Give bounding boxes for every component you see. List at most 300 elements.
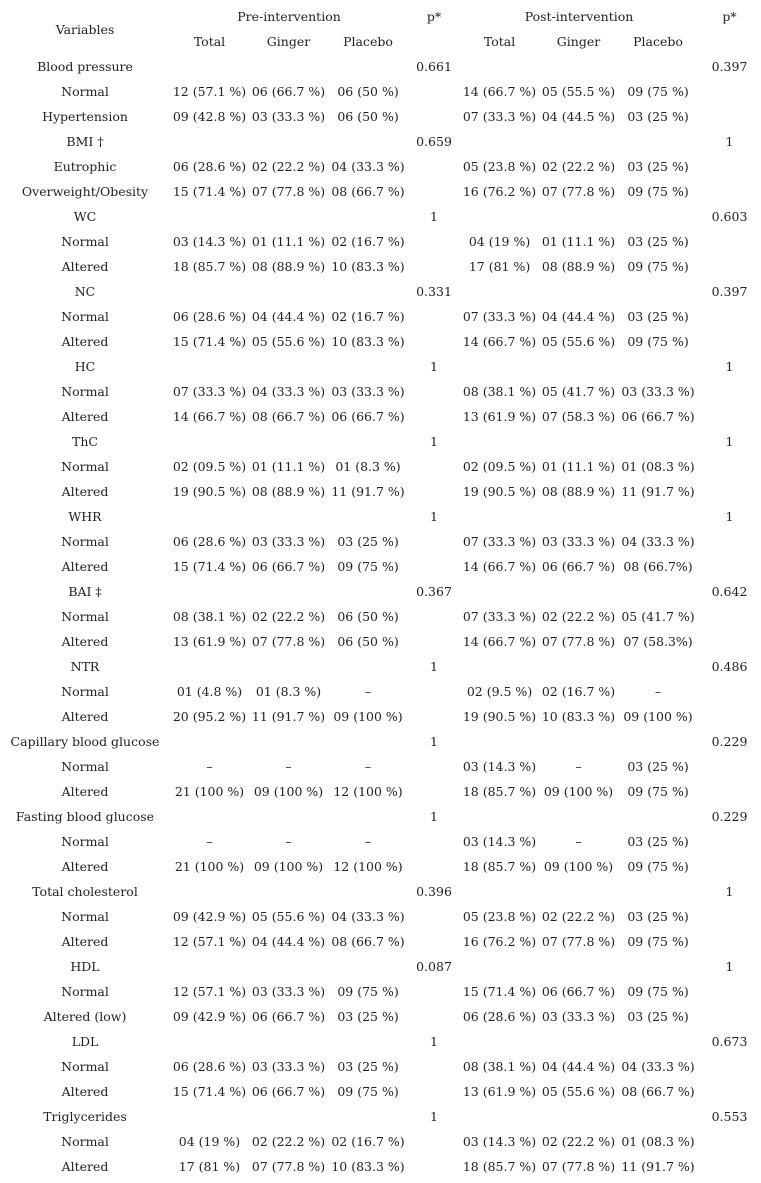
header-post-ginger: Ginger — [556, 34, 601, 49]
table-row — [0, 1004, 761, 1029]
pre-ginger-cell: 08 (88.9 %) — [251, 484, 326, 499]
post-total-cell: 18 (85.7 %) — [462, 1159, 537, 1174]
row-label: Normal — [61, 234, 109, 249]
pre-placebo-cell: 10 (83.3 %) — [331, 334, 405, 349]
post-ginger-cell: 09 (100 %) — [543, 859, 614, 874]
post-placebo-cell: 04 (33.3 %) — [621, 534, 695, 549]
table-row — [0, 479, 761, 504]
pre-ginger-cell — [249, 129, 328, 154]
pre-total-cell: 15 (71.4 %) — [172, 184, 247, 199]
pre-placebo-cell: 10 (83.3 %) — [331, 1159, 405, 1174]
pre-placebo-cell: 09 (75 %) — [337, 1084, 399, 1099]
pre-ginger-cell: 05 (55.6 %) — [251, 334, 326, 349]
p-post-cell — [698, 1129, 761, 1154]
row-label: Altered — [61, 1084, 109, 1099]
pre-placebo-cell — [328, 579, 408, 604]
header-pre-placebo: Placebo — [343, 34, 393, 49]
pre-ginger-cell: 07 (77.8 %) — [251, 1159, 326, 1174]
table-row — [0, 1079, 761, 1104]
post-placebo-cell — [618, 54, 698, 79]
p-pre-cell — [408, 529, 460, 554]
post-total-cell — [460, 804, 539, 829]
post-ginger-cell — [539, 129, 618, 154]
table-row — [0, 229, 761, 254]
pre-total-cell: 07 (33.3 %) — [172, 384, 247, 399]
row-label: Altered — [61, 934, 109, 949]
table-row — [0, 179, 761, 204]
pre-placebo-cell — [328, 504, 408, 529]
table-row — [0, 679, 761, 704]
post-placebo-cell: 07 (58.3%) — [623, 634, 693, 649]
row-label: Normal — [61, 1059, 109, 1074]
post-total-cell — [460, 954, 539, 979]
row-label: Altered — [61, 559, 109, 574]
post-ginger-cell — [539, 954, 618, 979]
header-p-pre: p* — [426, 9, 442, 24]
post-total-cell: 05 (23.8 %) — [462, 159, 537, 174]
post-ginger-cell: – — [575, 834, 582, 849]
pre-total-cell — [170, 1029, 249, 1054]
post-ginger-cell — [539, 579, 618, 604]
post-placebo-cell — [618, 279, 698, 304]
post-ginger-cell — [539, 654, 618, 679]
post-placebo-cell: 03 (25 %) — [627, 109, 689, 124]
table-row — [0, 54, 761, 79]
p-post-cell — [698, 1079, 761, 1104]
table-row — [0, 429, 761, 454]
p-pre-cell: 0.659 — [416, 134, 452, 149]
row-label: Altered — [61, 784, 109, 799]
post-ginger-cell: 10 (83.3 %) — [541, 709, 616, 724]
p-pre-cell — [408, 979, 460, 1004]
pre-ginger-cell — [249, 1104, 328, 1129]
post-placebo-cell: 03 (25 %) — [627, 759, 689, 774]
post-total-cell — [460, 54, 539, 79]
p-post-cell: 0.673 — [711, 1034, 748, 1049]
pre-ginger-cell: 08 (88.9 %) — [251, 259, 326, 274]
p-pre-cell — [408, 679, 460, 704]
post-total-cell: 07 (33.3 %) — [462, 534, 537, 549]
post-ginger-cell: 07 (77.8 %) — [541, 934, 616, 949]
p-post-cell: 1 — [725, 134, 734, 149]
pre-total-cell — [170, 429, 249, 454]
row-label: Normal — [61, 984, 109, 999]
pre-placebo-cell — [328, 654, 408, 679]
row-label: Normal — [61, 909, 109, 924]
p-pre-cell: 1 — [430, 809, 438, 824]
p-post-cell — [698, 379, 761, 404]
row-label: HC — [74, 359, 96, 374]
p-post-cell — [698, 929, 761, 954]
post-total-cell — [460, 429, 539, 454]
pre-total-cell: 15 (71.4 %) — [172, 559, 247, 574]
pre-total-cell: 06 (28.6 %) — [172, 1059, 247, 1074]
pre-placebo-cell — [328, 354, 408, 379]
post-total-cell: 17 (81 %) — [468, 259, 531, 274]
pre-total-cell: 12 (57.1 %) — [172, 84, 247, 99]
pre-ginger-cell: 08 (66.7 %) — [251, 409, 326, 424]
table-row — [0, 729, 761, 754]
pre-ginger-cell: 03 (33.3 %) — [251, 534, 326, 549]
p-post-cell — [698, 529, 761, 554]
post-ginger-cell — [539, 879, 618, 904]
header-pre-intervention: Pre-intervention — [237, 9, 341, 24]
pre-total-cell: 03 (14.3 %) — [172, 234, 247, 249]
post-ginger-cell: 04 (44.4 %) — [541, 1059, 616, 1074]
pre-placebo-cell: 02 (16.7 %) — [331, 234, 405, 249]
table-row — [0, 1129, 761, 1154]
post-placebo-cell: 08 (66.7 %) — [621, 1084, 695, 1099]
p-post-cell — [698, 304, 761, 329]
pre-placebo-cell: – — [364, 759, 372, 774]
p-pre-cell — [408, 79, 460, 104]
table-row — [0, 779, 761, 804]
pre-placebo-cell — [328, 1029, 408, 1054]
pre-total-cell: 06 (28.6 %) — [172, 309, 247, 324]
pre-placebo-cell — [328, 879, 408, 904]
post-ginger-cell: 04 (44.4 %) — [541, 309, 616, 324]
p-pre-cell — [408, 329, 460, 354]
row-label: LDL — [71, 1034, 99, 1049]
p-pre-cell — [408, 454, 460, 479]
p-pre-cell — [408, 929, 460, 954]
p-post-cell — [698, 1054, 761, 1079]
p-post-cell — [698, 1004, 761, 1029]
row-label: HDL — [70, 959, 100, 974]
post-total-cell — [460, 1029, 539, 1054]
pre-ginger-cell — [249, 504, 328, 529]
pre-total-cell: 12 (57.1 %) — [172, 984, 247, 999]
table-row — [0, 204, 761, 229]
header-post-intervention: Post-intervention — [524, 9, 634, 24]
p-post-cell — [698, 604, 761, 629]
pre-placebo-cell — [328, 204, 408, 229]
pre-ginger-cell: 09 (100 %) — [253, 784, 324, 799]
post-ginger-cell — [539, 279, 618, 304]
p-pre-cell: 1 — [430, 659, 438, 674]
pre-placebo-cell: 03 (25 %) — [337, 534, 399, 549]
row-label: Normal — [61, 609, 109, 624]
p-pre-cell: 0.396 — [416, 884, 452, 899]
header-row-groups — [0, 4, 761, 29]
table-row — [0, 554, 761, 579]
row-label: Normal — [61, 759, 109, 774]
post-placebo-cell — [618, 204, 698, 229]
post-placebo-cell: 09 (100 %) — [623, 709, 693, 724]
p-post-cell: 1 — [725, 509, 734, 524]
p-pre-cell: 1 — [430, 359, 438, 374]
table-row — [0, 604, 761, 629]
pre-ginger-cell: 03 (33.3 %) — [251, 109, 326, 124]
pre-total-cell: – — [206, 759, 213, 774]
row-label: Altered — [61, 334, 109, 349]
post-total-cell: 18 (85.7 %) — [462, 784, 537, 799]
post-total-cell — [460, 354, 539, 379]
pre-ginger-cell — [249, 204, 328, 229]
post-total-cell: 16 (76.2 %) — [462, 184, 537, 199]
pre-placebo-cell: 12 (100 %) — [333, 784, 403, 799]
pre-total-cell — [170, 1104, 249, 1129]
post-ginger-cell: 07 (58.3 %) — [541, 409, 616, 424]
post-placebo-cell: 09 (75 %) — [627, 984, 689, 999]
row-label: Normal — [61, 309, 109, 324]
p-pre-cell — [408, 779, 460, 804]
row-label: Fasting blood glucose — [15, 809, 155, 824]
pre-placebo-cell: 11 (91.7 %) — [331, 484, 405, 499]
pre-placebo-cell: 08 (66.7 %) — [331, 934, 405, 949]
p-pre-cell — [408, 304, 460, 329]
row-label: Altered — [61, 259, 109, 274]
post-placebo-cell: 09 (75 %) — [627, 259, 689, 274]
post-placebo-cell: 03 (25 %) — [627, 234, 689, 249]
table-row — [0, 454, 761, 479]
pre-placebo-cell: 02 (16.7 %) — [331, 1134, 405, 1149]
p-post-cell — [698, 179, 761, 204]
pre-ginger-cell: 06 (66.7 %) — [251, 1084, 326, 1099]
post-total-cell — [460, 279, 539, 304]
row-label: WHR — [68, 509, 102, 524]
table-row — [0, 154, 761, 179]
pre-placebo-cell — [328, 729, 408, 754]
post-total-cell: 07 (33.3 %) — [462, 109, 537, 124]
pre-total-cell — [170, 354, 249, 379]
p-pre-cell — [408, 479, 460, 504]
post-placebo-cell — [618, 954, 698, 979]
row-label: Altered (low) — [43, 1009, 127, 1024]
pre-total-cell: 15 (71.4 %) — [172, 334, 247, 349]
post-total-cell: 02 (9.5 %) — [466, 684, 533, 699]
p-pre-cell — [408, 1004, 460, 1029]
post-placebo-cell: 01 (08.3 %) — [621, 459, 695, 474]
post-ginger-cell: – — [575, 759, 582, 774]
pre-ginger-cell: 07 (77.8 %) — [251, 184, 326, 199]
pre-placebo-cell: 09 (100 %) — [333, 709, 403, 724]
p-pre-cell — [408, 754, 460, 779]
pre-total-cell: 02 (09.5 %) — [172, 459, 247, 474]
pre-ginger-cell — [249, 954, 328, 979]
pre-placebo-cell: 03 (25 %) — [337, 1009, 399, 1024]
post-total-cell: 03 (14.3 %) — [462, 759, 537, 774]
row-label: Total cholesterol — [32, 884, 138, 899]
p-post-cell — [698, 679, 761, 704]
p-pre-cell: 1 — [430, 509, 438, 524]
p-post-cell — [698, 104, 761, 129]
post-total-cell: 02 (09.5 %) — [462, 459, 537, 474]
header-spacer — [698, 29, 761, 54]
header-pre-total: Total — [193, 34, 226, 49]
pre-placebo-cell — [328, 54, 408, 79]
header-post-total: Total — [483, 34, 516, 49]
post-total-cell: 19 (90.5 %) — [462, 484, 537, 499]
post-placebo-cell — [618, 354, 698, 379]
pre-ginger-cell — [249, 879, 328, 904]
post-ginger-cell: 08 (88.9 %) — [541, 484, 616, 499]
p-pre-cell — [408, 604, 460, 629]
pre-total-cell — [170, 54, 249, 79]
pre-total-cell — [170, 579, 249, 604]
post-total-cell: 13 (61.9 %) — [462, 1084, 537, 1099]
p-pre-cell — [408, 379, 460, 404]
pre-placebo-cell: – — [364, 834, 372, 849]
header-spacer — [408, 29, 460, 54]
p-pre-cell — [408, 1054, 460, 1079]
pre-ginger-cell — [249, 54, 328, 79]
post-ginger-cell — [539, 504, 618, 529]
pre-total-cell: 20 (95.2 %) — [172, 709, 247, 724]
p-pre-cell — [408, 904, 460, 929]
post-placebo-cell: 09 (75 %) — [627, 84, 689, 99]
p-pre-cell — [408, 404, 460, 429]
pre-ginger-cell: 09 (100 %) — [253, 859, 324, 874]
post-placebo-cell: 01 (08.3 %) — [621, 1134, 695, 1149]
pre-total-cell — [170, 504, 249, 529]
pre-placebo-cell: 01 (8.3 %) — [335, 459, 401, 474]
post-placebo-cell: 06 (66.7 %) — [621, 409, 695, 424]
p-post-cell — [698, 854, 761, 879]
p-post-cell — [698, 454, 761, 479]
p-post-cell: 0.397 — [711, 284, 748, 299]
table-row — [0, 854, 761, 879]
p-post-cell: 0.642 — [711, 584, 748, 599]
row-label: Normal — [61, 84, 109, 99]
post-total-cell: 14 (66.7 %) — [462, 334, 537, 349]
row-label: Capillary blood glucose — [10, 734, 160, 749]
post-total-cell: 15 (71.4 %) — [462, 984, 537, 999]
table-row — [0, 654, 761, 679]
pre-total-cell: 01 (4.8 %) — [176, 684, 243, 699]
table-row — [0, 79, 761, 104]
pre-placebo-cell — [328, 804, 408, 829]
row-label: Eutrophic — [53, 159, 117, 174]
pre-ginger-cell — [249, 654, 328, 679]
pre-ginger-cell: 01 (8.3 %) — [255, 684, 322, 699]
post-total-cell: 05 (23.8 %) — [462, 909, 537, 924]
pre-total-cell: 09 (42.9 %) — [172, 909, 247, 924]
post-total-cell — [460, 654, 539, 679]
post-placebo-cell — [618, 654, 698, 679]
post-placebo-cell — [618, 579, 698, 604]
pre-total-cell: 21 (100 %) — [174, 859, 245, 874]
post-total-cell — [460, 879, 539, 904]
row-label: NC — [74, 284, 96, 299]
post-ginger-cell: 03 (33.3 %) — [541, 1009, 616, 1024]
post-placebo-cell: – — [654, 684, 662, 699]
row-label: WC — [73, 209, 97, 224]
pre-total-cell: 14 (66.7 %) — [172, 409, 247, 424]
post-ginger-cell — [539, 354, 618, 379]
post-total-cell — [460, 129, 539, 154]
post-ginger-cell: 08 (88.9 %) — [541, 259, 616, 274]
p-post-cell — [698, 79, 761, 104]
pre-total-cell: 19 (90.5 %) — [172, 484, 247, 499]
pre-total-cell: 06 (28.6 %) — [172, 534, 247, 549]
pre-ginger-cell: 04 (44.4 %) — [251, 309, 326, 324]
table-row — [0, 404, 761, 429]
post-total-cell — [460, 504, 539, 529]
p-post-cell: 0.229 — [711, 734, 748, 749]
pre-ginger-cell: 06 (66.7 %) — [251, 559, 326, 574]
table-row — [0, 1154, 761, 1179]
post-total-cell: 13 (61.9 %) — [462, 409, 537, 424]
row-label: Triglycerides — [43, 1109, 127, 1124]
table-row — [0, 129, 761, 154]
pre-ginger-cell — [249, 804, 328, 829]
post-placebo-cell — [618, 504, 698, 529]
row-label: Blood pressure — [37, 59, 133, 74]
p-pre-cell: 0.087 — [416, 959, 452, 974]
p-pre-cell: 0.367 — [416, 584, 452, 599]
p-pre-cell — [408, 629, 460, 654]
p-pre-cell — [408, 1079, 460, 1104]
pre-placebo-cell: 06 (50 %) — [337, 609, 399, 624]
pre-total-cell — [170, 879, 249, 904]
pre-ginger-cell — [249, 579, 328, 604]
table-row — [0, 504, 761, 529]
table-row — [0, 329, 761, 354]
post-total-cell: 04 (19 %) — [468, 234, 531, 249]
pre-placebo-cell: 03 (33.3 %) — [331, 384, 405, 399]
pre-ginger-cell — [249, 354, 328, 379]
post-ginger-cell: 07 (77.8 %) — [541, 634, 616, 649]
post-placebo-cell — [618, 429, 698, 454]
p-pre-cell — [408, 854, 460, 879]
post-total-cell: 14 (66.7 %) — [462, 84, 537, 99]
post-placebo-cell: 03 (33.3 %) — [621, 384, 695, 399]
pre-placebo-cell: 06 (50 %) — [337, 84, 399, 99]
p-post-cell — [698, 829, 761, 854]
post-total-cell: 03 (14.3 %) — [462, 834, 537, 849]
pre-placebo-cell: 03 (25 %) — [337, 1059, 399, 1074]
post-placebo-cell: 03 (25 %) — [627, 834, 689, 849]
pre-total-cell: – — [206, 834, 213, 849]
post-ginger-cell — [539, 204, 618, 229]
post-placebo-cell — [618, 1029, 698, 1054]
p-pre-cell — [408, 1154, 460, 1179]
post-ginger-cell: 02 (22.2 %) — [541, 609, 616, 624]
pre-ginger-cell: 11 (91.7 %) — [251, 709, 326, 724]
table-row — [0, 979, 761, 1004]
row-label: Altered — [61, 484, 109, 499]
post-ginger-cell: 03 (33.3 %) — [541, 534, 616, 549]
p-post-cell: 1 — [725, 884, 734, 899]
p-post-cell — [698, 904, 761, 929]
table-row — [0, 529, 761, 554]
post-placebo-cell — [618, 729, 698, 754]
row-label: Altered — [61, 1159, 109, 1174]
p-pre-cell — [408, 154, 460, 179]
post-placebo-cell: 09 (75 %) — [627, 334, 689, 349]
post-total-cell — [460, 579, 539, 604]
pre-ginger-cell — [249, 1029, 328, 1054]
post-ginger-cell: 05 (55.5 %) — [541, 84, 616, 99]
p-pre-cell: 1 — [430, 434, 438, 449]
row-label: NTR — [70, 659, 100, 674]
p-pre-cell: 1 — [430, 1109, 438, 1124]
post-total-cell: 14 (66.7 %) — [462, 634, 537, 649]
post-placebo-cell: 11 (91.7 %) — [621, 1159, 695, 1174]
pre-ginger-cell: 01 (11.1 %) — [251, 459, 326, 474]
pre-total-cell: 04 (19 %) — [178, 1134, 241, 1149]
pre-total-cell — [170, 729, 249, 754]
p-post-cell — [698, 629, 761, 654]
post-total-cell — [460, 204, 539, 229]
post-ginger-cell: 01 (11.1 %) — [541, 234, 616, 249]
post-ginger-cell: 06 (66.7 %) — [541, 984, 616, 999]
post-total-cell: 06 (28.6 %) — [462, 1009, 537, 1024]
p-post-cell — [698, 154, 761, 179]
table-row — [0, 379, 761, 404]
post-ginger-cell — [539, 54, 618, 79]
